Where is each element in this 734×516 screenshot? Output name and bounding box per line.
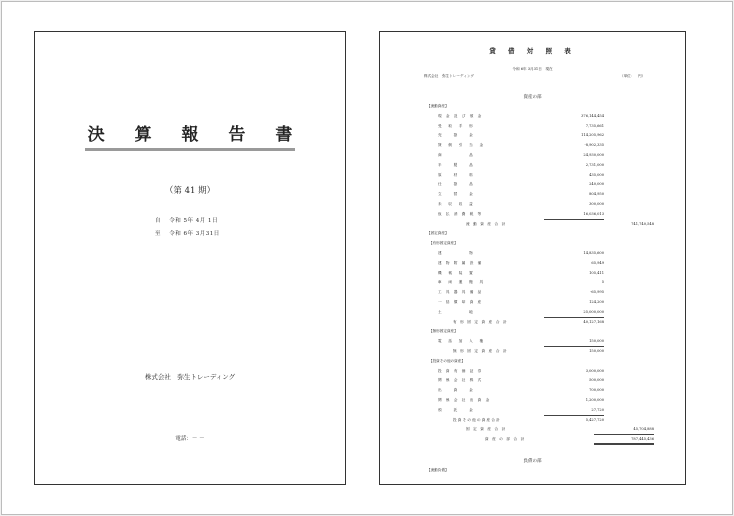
row-amount: 5,427,720: [585, 417, 604, 422]
row-label: 預 託 金: [438, 407, 475, 412]
table-row: [380, 376, 687, 386]
row-label: 仕 掛 品: [438, 182, 475, 187]
company-name: 株式会社 弥生トレーディング: [144, 373, 236, 381]
period-to-label: 至: [155, 231, 162, 237]
row-label: 【無形固定資産】: [429, 329, 458, 334]
table-row: [380, 308, 687, 318]
period-from: [155, 216, 218, 224]
row-amount: 27,720: [544, 406, 604, 416]
row-label: 商 品: [438, 152, 475, 157]
fiscal-term: （第 41 期）: [164, 186, 216, 196]
row-label: 現 金 及 び 預 金: [438, 113, 483, 118]
row-amount: 700,000: [589, 388, 604, 393]
table-row: [380, 220, 687, 230]
row-amount: 376,144,454: [581, 113, 604, 118]
row-label: 工 具 器 具 備 品: [438, 290, 483, 295]
table-row: [380, 200, 687, 210]
balance-sheet-rows: [380, 102, 687, 445]
table-row: [380, 122, 687, 132]
row-amount: 435,000: [589, 172, 604, 177]
table-row: [380, 278, 687, 288]
row-label: 資 産 の 部 合 計: [485, 437, 526, 442]
table-row: [380, 367, 687, 377]
table-row: [380, 229, 687, 239]
row-amount: 40,127,168: [583, 319, 604, 324]
row-label: 建 物 附 属 設 備: [438, 260, 483, 265]
assets-section-title: 資産の部: [523, 95, 542, 100]
report-title: 決 算 報 告 書: [87, 125, 305, 145]
row-label: 固 定 資 産 合 計: [466, 427, 507, 432]
table-row: [380, 161, 687, 171]
currency-unit: （単位： 円）: [620, 74, 646, 78]
row-amount: 5: [601, 280, 604, 285]
row-amount: 500,000: [589, 378, 604, 383]
phone-number: 電話：－ －: [175, 436, 205, 442]
table-row: [380, 416, 687, 426]
row-label: 原 材 料: [438, 172, 475, 177]
table-row: [380, 288, 687, 298]
period-to: [155, 229, 220, 237]
row-label: 【投資その他の資産】: [429, 358, 465, 363]
row-total-amount: 741,740,548: [631, 221, 654, 226]
balance-sheet-company: 株式会社 弥生トレーディング: [424, 74, 474, 78]
row-amount: 114,205,962: [581, 133, 604, 138]
row-amount: 300,000: [589, 201, 604, 206]
table-row: [380, 327, 687, 337]
row-label: 土 地: [438, 309, 475, 314]
row-amount: 24,930,000: [583, 152, 604, 157]
row-label: 投 資 有 価 証 券: [438, 368, 483, 373]
row-amount: 65,949: [591, 260, 604, 265]
balance-sheet-page: [379, 31, 686, 485]
period-from-date: 令和 5年 4月 1日: [169, 218, 218, 224]
table-row: [380, 357, 687, 367]
row-amount: 105,411: [589, 270, 604, 275]
table-row: [380, 249, 687, 259]
row-label: 関 係 会 社 株 式: [438, 378, 483, 383]
row-amount: 3,000,000: [585, 368, 604, 373]
row-label: 投資その他の資産合計: [453, 417, 501, 422]
table-row: [380, 435, 687, 445]
table-row: [380, 141, 687, 151]
row-label: 【流動資産】: [427, 104, 449, 108]
row-label: 関 係 会 社 出 資 金: [438, 397, 491, 402]
table-row: [380, 190, 687, 200]
row-label: 車 両 運 搬 具: [438, 280, 485, 285]
row-amount: 16,036,013: [544, 210, 604, 220]
row-total-amount: 787,445,436: [594, 435, 654, 445]
row-amount: 1,200,000: [585, 397, 604, 402]
row-label: 仮 払 消 費 税 等: [438, 211, 483, 216]
table-row: [380, 180, 687, 190]
row-label: 無 形 固 定 資 産 合 計: [453, 348, 508, 353]
table-row: [380, 112, 687, 122]
table-row: [380, 318, 687, 328]
title-underline: [85, 148, 295, 151]
table-row: [380, 396, 687, 406]
row-amount: 25,000,000: [544, 308, 604, 318]
table-row: [380, 298, 687, 308]
current-liabilities-header: 【流動負債】: [427, 468, 449, 472]
table-row: [380, 171, 687, 181]
row-label: 売 掛 金: [438, 133, 475, 138]
row-label: 未 収 収 益: [438, 201, 475, 206]
row-total-amount: 45,704,888: [594, 425, 654, 435]
row-label: 有 形 固 定 資 産 合 計: [453, 319, 508, 324]
liabilities-section-title: 負債の部: [523, 459, 542, 464]
row-amount: 2,731,000: [585, 162, 604, 167]
table-row: [380, 337, 687, 347]
row-label: 機 械 装 置: [438, 270, 475, 275]
row-amount: -65,995: [590, 290, 604, 295]
row-label: 【固定資産】: [427, 231, 449, 236]
table-row: [380, 425, 687, 435]
row-amount: 150,000: [589, 348, 604, 353]
row-label: 一 括 償 却 資 産: [438, 299, 483, 304]
table-row: [380, 151, 687, 161]
row-amount: 14,835,600: [583, 250, 604, 255]
row-amount: 124,200: [589, 299, 604, 304]
row-label: 建 物: [438, 250, 475, 255]
table-row: [380, 347, 687, 357]
table-row: [380, 239, 687, 249]
row-amount: 7,735,661: [585, 123, 604, 128]
table-row: [380, 259, 687, 269]
balance-sheet-title: 貸 借 対 照 表: [489, 47, 576, 55]
table-row: [380, 210, 687, 220]
table-row: [380, 131, 687, 141]
row-amount: 240,000: [589, 182, 604, 187]
row-label: 貸 倒 引 当 金: [438, 143, 485, 148]
row-amount: -8,902,335: [584, 143, 604, 148]
cover-page: [34, 31, 346, 485]
balance-sheet-date: 令和 6年 3月31日 現在: [512, 67, 553, 71]
period-from-label: 自: [155, 218, 162, 224]
row-label: 流 動 資 産 合 計: [466, 221, 507, 226]
table-row: [380, 269, 687, 279]
row-label: 立 替 金: [438, 192, 475, 197]
row-amount: 150,000: [544, 337, 604, 347]
row-label: 【有形固定資産】: [429, 241, 458, 246]
row-label: 電 話 加 入 権: [438, 339, 485, 344]
table-row: [380, 386, 687, 396]
row-label: 受 取 手 形: [438, 123, 475, 128]
row-amount: 804,950: [589, 192, 604, 197]
period-to-date: 令和 6年 3月31日: [169, 231, 220, 237]
row-label: 出 資 金: [438, 388, 475, 393]
table-row: [380, 406, 687, 416]
row-label: 半 製 品: [438, 162, 475, 167]
table-row: [380, 102, 687, 112]
